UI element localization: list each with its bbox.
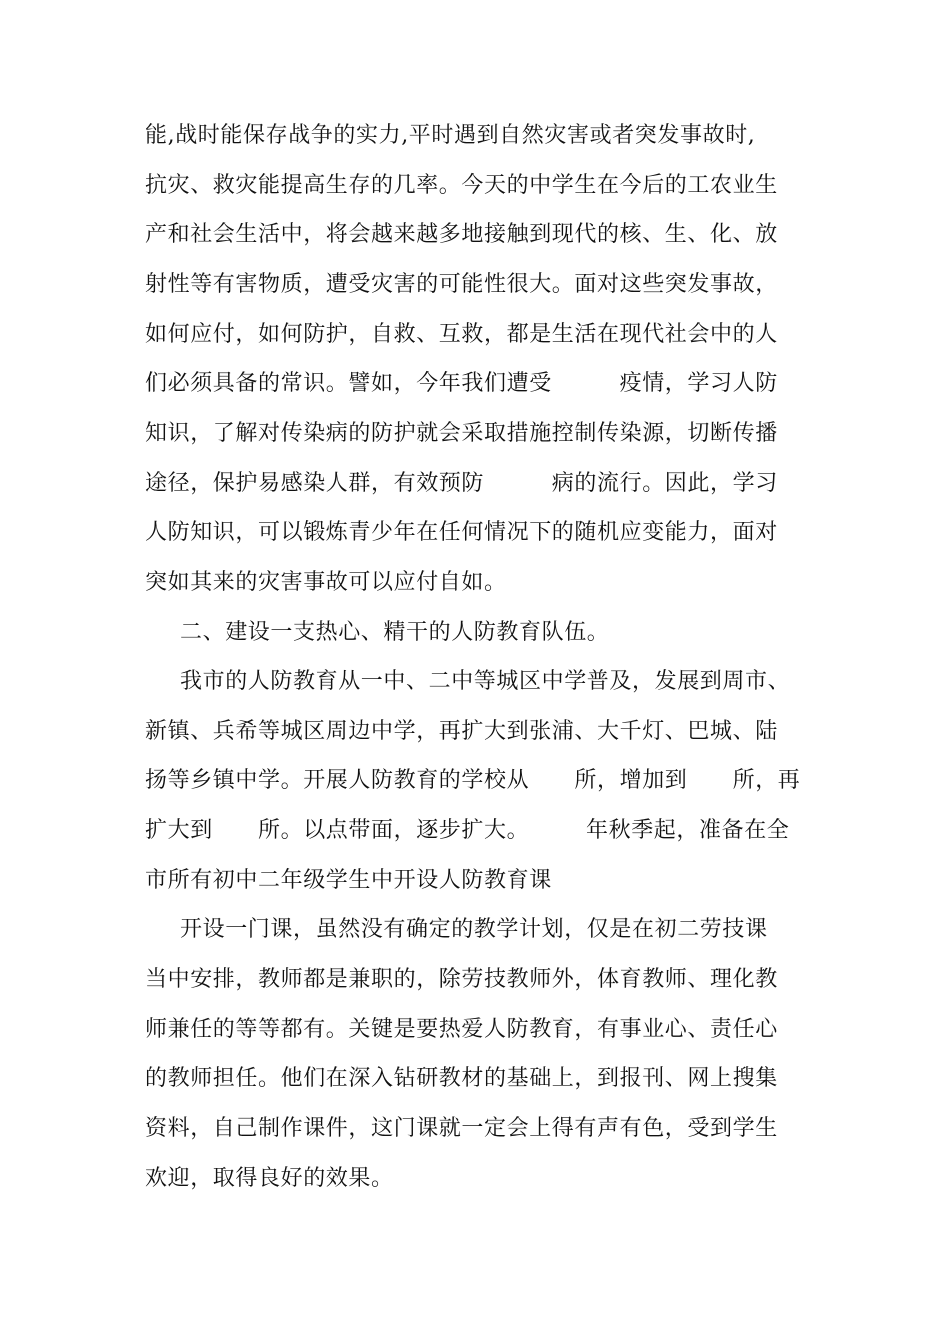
text-line: 欢迎，取得良好的效果。 (145, 1166, 394, 1191)
text-line: 师兼任的等等都有。关键是要热爱人防教育，有事业心、责任心 (145, 1017, 778, 1042)
section-heading: 二、建设一支热心、精干的人防教育队伍。 (180, 620, 610, 645)
text-line: 知识，了解对传染病的防护就会采取措施控制传染源，切断传播 (145, 421, 778, 446)
text-line: 新镇、兵希等城区周边中学，再扩大到张浦、大千灯、巴城、陆 (145, 719, 778, 744)
text-line: 当中安排，教师都是兼职的，除劳技教师外，体育教师、理化教 (145, 967, 778, 992)
text-line: 开设一门课，虽然没有确定的教学计划，仅是在初二劳技课 (180, 917, 768, 942)
text-line: 抗灾、救灾能提高生存的几率。今天的中学生在今后的工农业生 (145, 173, 778, 198)
text-line: 能,战时能保存战争的实力,平时遇到自然灾害或者突发事故时, (145, 123, 756, 148)
text-line: 市所有初中二年级学生中开设人防教育课 (145, 868, 552, 893)
text-line: 突如其来的灾害事故可以应付自如。 (145, 570, 507, 595)
text-line: 产和社会生活中，将会越来越多地接触到现代的核、生、化、放 (145, 222, 778, 247)
text-line: 们必须具备的常识。譬如，今年我们遭受 疫情，学习人防 (145, 371, 778, 396)
text-line: 的教师担任。他们在深入钻研教材的基础上，到报刊、网上搜集 (145, 1066, 778, 1091)
text-line: 如何应付，如何防护，自救、互救，都是生活在现代社会中的人 (145, 322, 778, 347)
text-line: 扩大到 所。以点带面，逐步扩大。 年秋季起，准备在全 (145, 818, 790, 843)
text-line: 资料，自己制作课件，这门课就一定会上得有声有色，受到学生 (145, 1116, 778, 1141)
text-line: 射性等有害物质，遭受灾害的可能性很大。面对这些突发事故， (145, 272, 778, 297)
text-line: 我市的人防教育从一中、二中等城区中学普及，发展到周市、 (180, 669, 791, 694)
text-line: 途径，保护易感染人群，有效预防 病的流行。因此，学习 (145, 471, 778, 496)
text-line: 人防知识，可以锻炼青少年在任何情况下的随机应变能力，面对 (145, 520, 778, 545)
text-line: 扬等乡镇中学。开展人防教育的学校从 所，增加到 所，再 (145, 768, 801, 793)
